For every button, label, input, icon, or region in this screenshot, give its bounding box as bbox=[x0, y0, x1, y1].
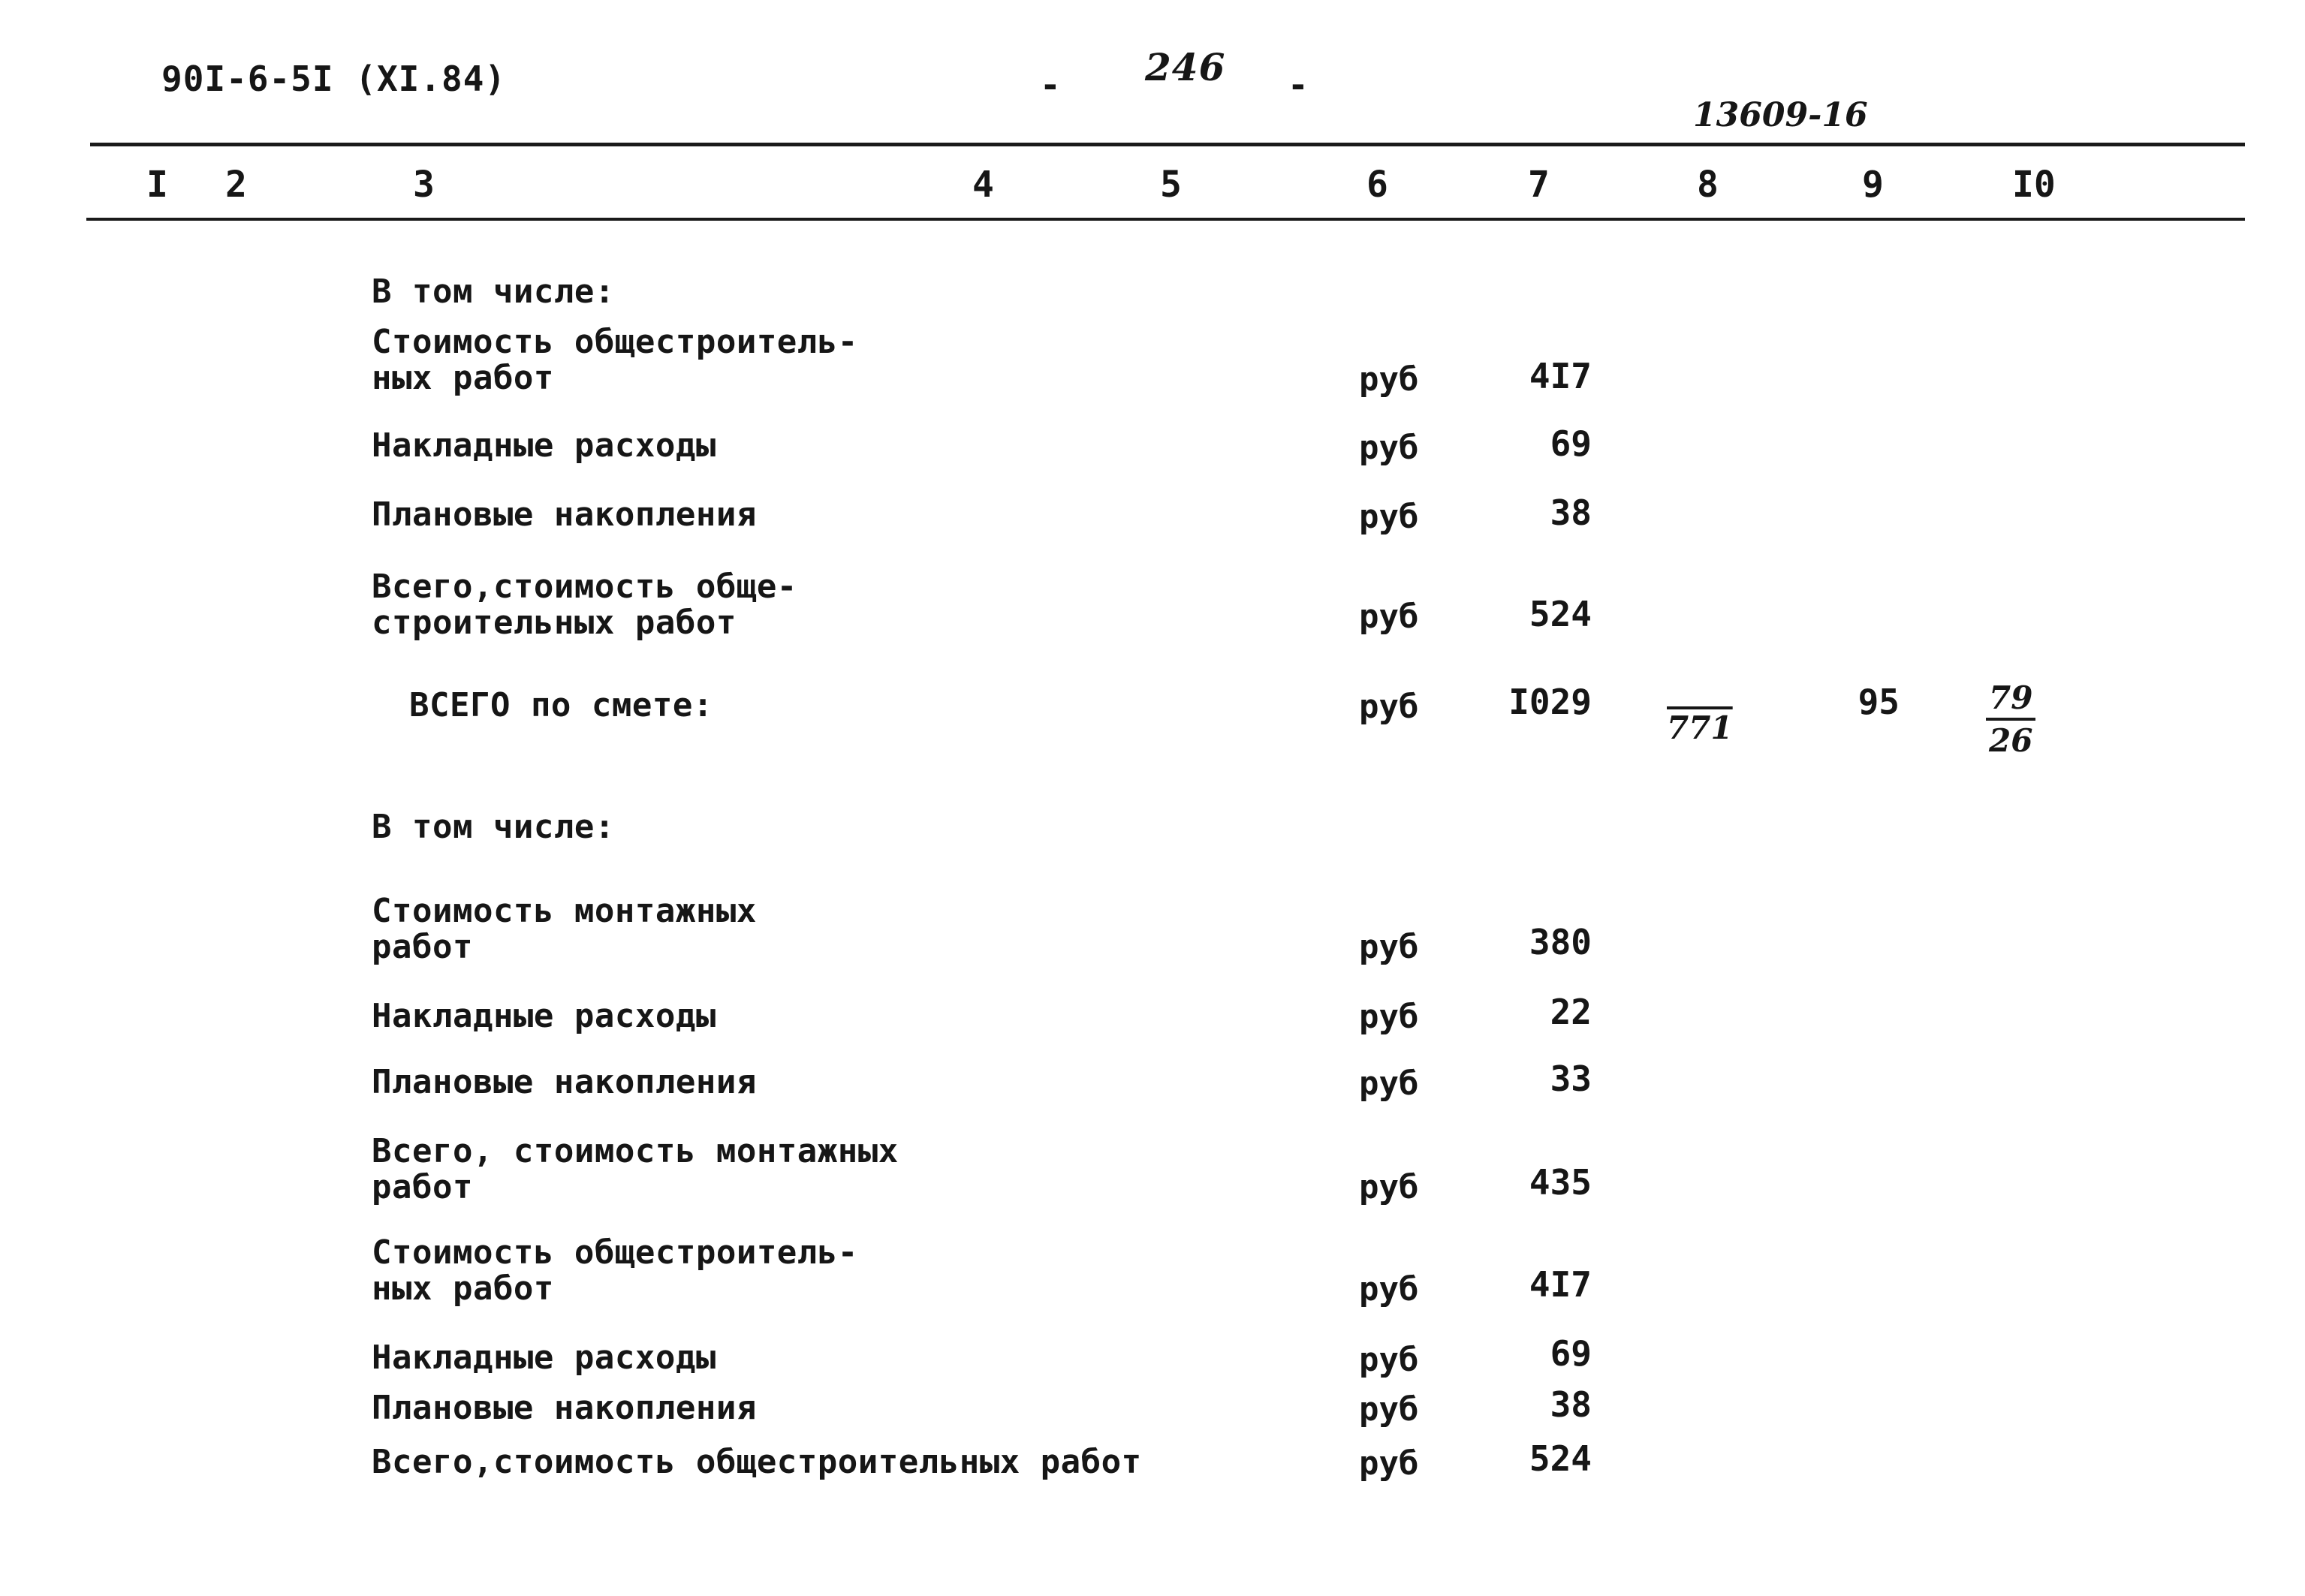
section2-row5-label-line1: Стоимость общестроитель- bbox=[372, 1233, 858, 1272]
document-code: 90I-6-5I (XI.84) bbox=[161, 59, 507, 99]
column-number-2: 2 bbox=[225, 164, 247, 206]
column-number-9: 9 bbox=[1862, 164, 1884, 206]
section2-row7-unit: руб bbox=[1359, 1390, 1419, 1429]
section2-row6-label: Накладные расходы bbox=[372, 1339, 716, 1377]
total-col8-value: 771 bbox=[1667, 709, 1733, 746]
section2-row5-unit: руб bbox=[1359, 1270, 1419, 1308]
page-dash-right: - bbox=[1288, 65, 1309, 105]
column-number-6: 6 bbox=[1366, 164, 1388, 206]
column-number-7: 7 bbox=[1528, 164, 1550, 206]
section1-row4-label-line1: Всего,стоимость обще- bbox=[372, 568, 797, 606]
section2-row5-value: 4I7 bbox=[1529, 1264, 1592, 1305]
section1-row3-label: Плановые накопления bbox=[372, 495, 757, 534]
section2-row3-unit: руб bbox=[1359, 1065, 1419, 1103]
column-number-10: I0 bbox=[2012, 164, 2056, 206]
header-top-rule bbox=[90, 143, 2245, 146]
section2-row2-value: 22 bbox=[1550, 992, 1592, 1032]
archive-number: 13609-16 bbox=[1693, 96, 1868, 134]
section1-row1-label-line2: ных работ bbox=[372, 359, 554, 397]
section2-row1-label-line2: работ bbox=[372, 928, 473, 966]
total-col10-fraction bbox=[1986, 679, 2035, 759]
section2-row3-value: 33 bbox=[1550, 1058, 1592, 1099]
section2-row4-label-line1: Всего, стоимость монтажных bbox=[372, 1132, 899, 1170]
header-bottom-rule bbox=[86, 218, 2245, 221]
section1-row4-unit: руб bbox=[1359, 598, 1419, 636]
section2-row1-label-line1: Стоимость монтажных bbox=[372, 892, 757, 930]
section1-row2-value: 69 bbox=[1550, 423, 1592, 464]
section1-row2-unit: руб bbox=[1359, 429, 1419, 467]
section2-row3-label: Плановые накопления bbox=[372, 1063, 757, 1101]
column-number-8: 8 bbox=[1697, 164, 1719, 206]
page-dash-left: - bbox=[1040, 65, 1062, 105]
section2-row4-label-line2: работ bbox=[372, 1168, 473, 1206]
column-number-1: I bbox=[146, 164, 168, 206]
column-number-5: 5 bbox=[1160, 164, 1182, 206]
total-unit: руб bbox=[1359, 688, 1419, 726]
page-number: 246 bbox=[1145, 45, 1226, 89]
section2-row5-label-line2: ных работ bbox=[372, 1269, 554, 1308]
section2-row2-label: Накладные расходы bbox=[372, 997, 716, 1035]
section1-row4-label-line2: строительных работ bbox=[372, 604, 737, 642]
total-col10-numerator: 79 bbox=[1986, 679, 2035, 721]
column-number-3: 3 bbox=[413, 164, 435, 206]
section2-row6-value: 69 bbox=[1550, 1333, 1592, 1374]
section1-row3-unit: руб bbox=[1359, 498, 1419, 536]
section2-row4-value: 435 bbox=[1529, 1162, 1592, 1203]
section2-row7-label: Плановые накопления bbox=[372, 1389, 757, 1427]
section2-row6-unit: руб bbox=[1359, 1341, 1419, 1379]
total-col9-value: 95 bbox=[1858, 682, 1900, 722]
section2-row1-value: 380 bbox=[1529, 922, 1592, 962]
section1-row3-value: 38 bbox=[1550, 492, 1592, 533]
section1-row1-label-line1: Стоимость общестроитель- bbox=[372, 323, 858, 361]
section2-row8-value: 524 bbox=[1529, 1438, 1592, 1479]
section2-row4-unit: руб bbox=[1359, 1168, 1419, 1206]
section2-row1-unit: руб bbox=[1359, 928, 1419, 966]
section1-row1-unit: руб bbox=[1359, 360, 1419, 399]
column-number-4: 4 bbox=[972, 164, 994, 206]
section2-row2-unit: руб bbox=[1359, 998, 1419, 1036]
section2-intro: В том числе: bbox=[372, 808, 615, 846]
section2-row8-unit: руб bbox=[1359, 1444, 1419, 1483]
section2-row8-label: Всего,стоимость общестроительных работ bbox=[372, 1443, 1142, 1481]
section1-row4-value: 524 bbox=[1529, 594, 1592, 634]
total-label: ВСЕГО по смете: bbox=[409, 686, 713, 724]
section1-row1-value: 4I7 bbox=[1529, 356, 1592, 396]
total-value: I029 bbox=[1508, 682, 1592, 722]
section1-row2-label: Накладные расходы bbox=[372, 426, 716, 465]
section2-row7-value: 38 bbox=[1550, 1384, 1592, 1425]
section1-intro: В том числе: bbox=[372, 273, 615, 311]
total-col10-denominator: 26 bbox=[1989, 722, 2033, 759]
